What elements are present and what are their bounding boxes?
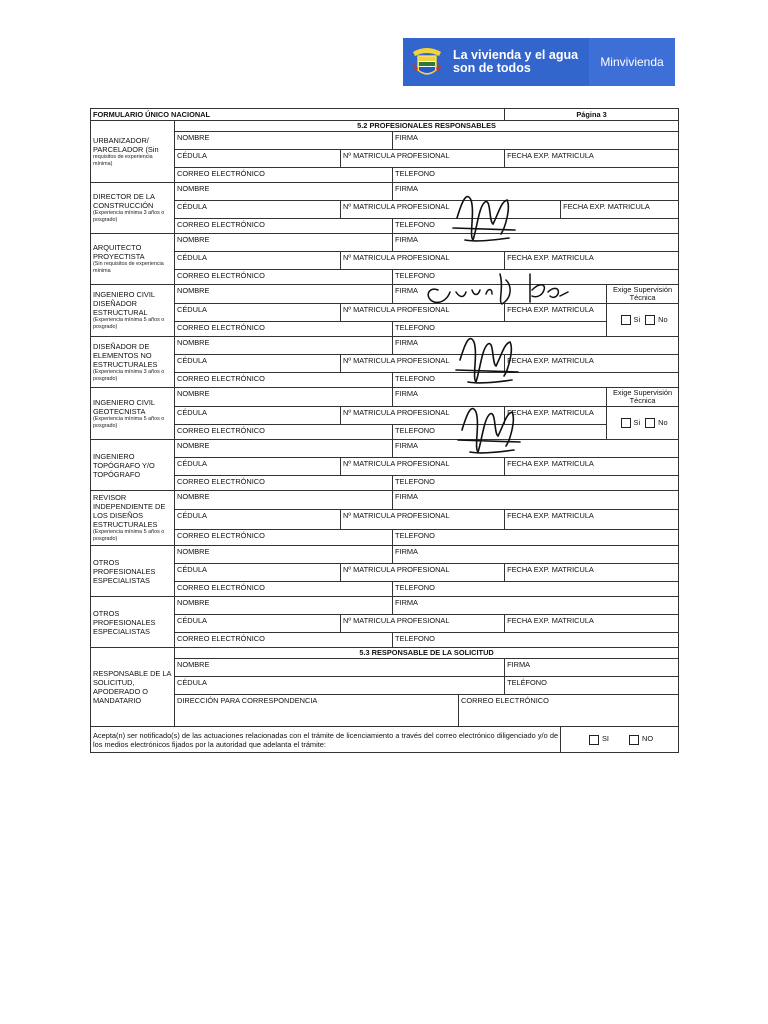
cedula-field[interactable]: CÉDULA — [175, 458, 341, 476]
role-label: DIRECTOR DE LA CONSTRUCCIÓN (Experiencia mínima 3 años o posgrado) — [91, 183, 175, 234]
cedula-field[interactable]: CÉDULA — [175, 407, 341, 425]
correo-field[interactable]: CORREO ELECTRÓNICO — [175, 270, 393, 285]
firma-field[interactable]: FIRMA — [393, 388, 607, 407]
telefono-field[interactable]: TELEFONO — [393, 373, 679, 388]
telefono-field[interactable]: TELEFONO — [393, 633, 679, 648]
cedula-field[interactable]: CÉDULA — [175, 615, 341, 633]
correo-field[interactable]: CORREO ELECTRÓNICO — [175, 582, 393, 597]
supervision-options: Si No — [607, 407, 679, 440]
role-label: OTROS PROFESIONALES ESPECIALISTAS — [91, 546, 175, 597]
consent-options: SI NO — [561, 727, 679, 753]
cedula-field[interactable]: CÉDULA — [175, 677, 505, 695]
fecha-matricula-field[interactable]: FECHA EXP. MATRICULA — [505, 615, 679, 633]
cedula-field[interactable]: CÉDULA — [175, 201, 341, 219]
form-title: FORMULARIO ÚNICO NACIONAL — [91, 109, 505, 121]
matricula-field[interactable]: Nº MATRICULA PROFESIONAL — [341, 510, 505, 529]
si-checkbox[interactable] — [621, 315, 631, 325]
matricula-field[interactable]: Nº MATRICULA PROFESIONAL — [341, 150, 505, 168]
fecha-matricula-field[interactable]: FECHA EXP. MATRICULA — [505, 458, 679, 476]
firma-field[interactable]: FIRMA — [393, 183, 679, 201]
header-banner — [403, 38, 675, 86]
matricula-field[interactable]: Nº MATRICULA PROFESIONAL — [341, 458, 505, 476]
nombre-field[interactable]: NOMBRE — [175, 440, 393, 458]
telefono-field[interactable]: TELEFONO — [393, 529, 679, 545]
firma-field[interactable]: FIRMA — [393, 285, 607, 304]
telefono-field[interactable]: TELEFONO — [393, 582, 679, 597]
matricula-field[interactable]: Nº MATRICULA PROFESIONAL — [341, 407, 505, 425]
cedula-field[interactable]: CÉDULA — [175, 564, 341, 582]
notification-consent: Acepta(n) ser notificado(s) de las actuaciones relacionadas con el trámite de licenciamiento a través del correo electrónico diligenciado y/o de los medios electrónicos fijados por la autoridad que adelanta el trámite: — [91, 727, 561, 753]
correo-field[interactable]: CORREO ELECTRÓNICO — [175, 529, 393, 545]
cedula-field[interactable]: CÉDULA — [175, 304, 341, 322]
nombre-field[interactable]: NOMBRE — [175, 337, 393, 355]
role-label: OTROS PROFESIONALES ESPECIALISTAS — [91, 597, 175, 648]
role-label: ARQUITECTO PROYECTISTA (Sin requisitos de experiencia mínima — [91, 234, 175, 285]
role-label: INGENIERO CIVIL GEOTECNISTA (Experiencia mínima 5 años o posgrado) — [91, 388, 175, 440]
direccion-field[interactable]: DIRECCIÓN PARA CORRESPONDENCIA — [175, 695, 459, 727]
cedula-field[interactable]: CÉDULA — [175, 252, 341, 270]
matricula-field[interactable]: Nº MATRICULA PROFESIONAL — [341, 304, 505, 322]
brand-name: Minvivienda — [589, 38, 675, 86]
firma-field[interactable]: FIRMA — [393, 234, 679, 252]
matricula-field[interactable]: Nº MATRICULA PROFESIONAL — [341, 201, 561, 219]
correo-field[interactable]: CORREO ELECTRÓNICO — [175, 219, 393, 234]
no-checkbox[interactable] — [645, 418, 655, 428]
matricula-field[interactable]: Nº MATRICULA PROFESIONAL — [341, 615, 505, 633]
supervision-header: Exige Supervisión Técnica — [607, 388, 679, 407]
role-label: RESPONSABLE DE LA SOLICITUD, APODERADO O MANDATARIO — [91, 648, 175, 727]
fecha-matricula-field[interactable]: FECHA EXP. MATRICULA — [505, 304, 607, 322]
role-label: REVISOR INDEPENDIENTE DE LOS DISEÑOS ESTRUCTURALES (Experiencia mínima 5 años o posgrado) — [91, 491, 175, 546]
supervision-options: Si No — [607, 304, 679, 337]
supervision-header: Exige Supervisión Técnica — [607, 285, 679, 304]
matricula-field[interactable]: Nº MATRICULA PROFESIONAL — [341, 564, 505, 582]
firma-field[interactable]: FIRMA — [393, 546, 679, 564]
fecha-matricula-field[interactable]: FECHA EXP. MATRICULA — [505, 252, 679, 270]
page-number: Página 3 — [505, 109, 679, 121]
nombre-field[interactable]: NOMBRE — [175, 597, 393, 615]
nombre-field[interactable]: NOMBRE — [175, 388, 393, 407]
section-52-title: 5.2 PROFESIONALES RESPONSABLES — [175, 121, 679, 132]
correo-field[interactable]: CORREO ELECTRÓNICO — [175, 373, 393, 388]
si-checkbox[interactable] — [589, 735, 599, 745]
no-checkbox[interactable] — [645, 315, 655, 325]
role-label: URBANIZADOR/ PARCELADOR (Sin requisitos de experiencia mínima) — [91, 121, 175, 183]
nombre-field[interactable]: NOMBRE — [175, 659, 505, 677]
telefono-field[interactable]: TELEFONO — [393, 270, 679, 285]
telefono-field[interactable]: TELEFONO — [393, 425, 607, 440]
fecha-matricula-field[interactable]: FECHA EXP. MATRICULA — [505, 355, 679, 373]
correo-field[interactable]: CORREO ELECTRÓNICO — [175, 322, 393, 337]
firma-field[interactable]: FIRMA — [393, 597, 679, 615]
si-checkbox[interactable] — [621, 418, 631, 428]
fecha-matricula-field[interactable]: FECHA EXP. MATRICULA — [561, 201, 679, 219]
role-label: INGENIERO CIVIL DISEÑADOR ESTRUCTURAL (Experiencia mínima 5 años o posgrado) — [91, 285, 175, 337]
fecha-matricula-field[interactable]: FECHA EXP. MATRICULA — [505, 150, 679, 168]
correo-field[interactable]: CORREO ELECTRÓNICO — [175, 633, 393, 648]
banner-slogan: La vivienda y el agua son de todos — [453, 48, 579, 75]
telefono-field[interactable]: TELÉFONO — [505, 677, 679, 695]
professionals-form — [90, 108, 679, 753]
nombre-field[interactable]: NOMBRE — [175, 285, 393, 304]
correo-field[interactable]: CORREO ELECTRÓNICO — [175, 476, 393, 491]
firma-field[interactable]: FIRMA — [393, 132, 679, 150]
matricula-field[interactable]: Nº MATRICULA PROFESIONAL — [341, 355, 505, 373]
telefono-field[interactable]: TELEFONO — [393, 219, 679, 234]
telefono-field[interactable]: TELEFONO — [393, 476, 679, 491]
nombre-field[interactable]: NOMBRE — [175, 546, 393, 564]
fecha-matricula-field[interactable]: FECHA EXP. MATRICULA — [505, 510, 679, 529]
telefono-field[interactable]: TELEFONO — [393, 168, 679, 183]
matricula-field[interactable]: Nº MATRICULA PROFESIONAL — [341, 252, 505, 270]
firma-field[interactable]: FIRMA — [393, 491, 679, 510]
fecha-matricula-field[interactable]: FECHA EXP. MATRICULA — [505, 564, 679, 582]
nombre-field[interactable]: NOMBRE — [175, 183, 393, 201]
cedula-field[interactable]: CÉDULA — [175, 150, 341, 168]
nombre-field[interactable]: NOMBRE — [175, 234, 393, 252]
firma-field[interactable]: FIRMA — [393, 440, 679, 458]
cedula-field[interactable]: CÉDULA — [175, 355, 341, 373]
correo-field[interactable]: CORREO ELECTRÓNICO — [175, 425, 393, 440]
cedula-field[interactable]: CÉDULA — [175, 510, 341, 529]
nombre-field[interactable]: NOMBRE — [175, 491, 393, 510]
section-53-title: 5.3 RESPONSABLE DE LA SOLICITUD — [175, 648, 679, 659]
role-label: DISEÑADOR DE ELEMENTOS NO ESTRUCTURALES (Experiencia mínima 3 años o posgrado) — [91, 337, 175, 388]
fecha-matricula-field[interactable]: FECHA EXP. MATRICULA — [505, 407, 607, 425]
role-label: INGENIERO TOPÓGRAFO Y/O TOPÓGRAFO — [91, 440, 175, 491]
correo-field[interactable]: CORREO ELECTRÓNICO — [175, 168, 393, 183]
firma-field[interactable]: FIRMA — [505, 659, 679, 677]
nombre-field[interactable]: NOMBRE — [175, 132, 393, 150]
firma-field[interactable]: FIRMA — [393, 337, 679, 355]
no-checkbox[interactable] — [629, 735, 639, 745]
telefono-field[interactable]: TELEFONO — [393, 322, 607, 337]
correo-field[interactable]: CORREO ELECTRÓNICO — [459, 695, 679, 727]
colombia-seal-icon — [403, 38, 451, 86]
